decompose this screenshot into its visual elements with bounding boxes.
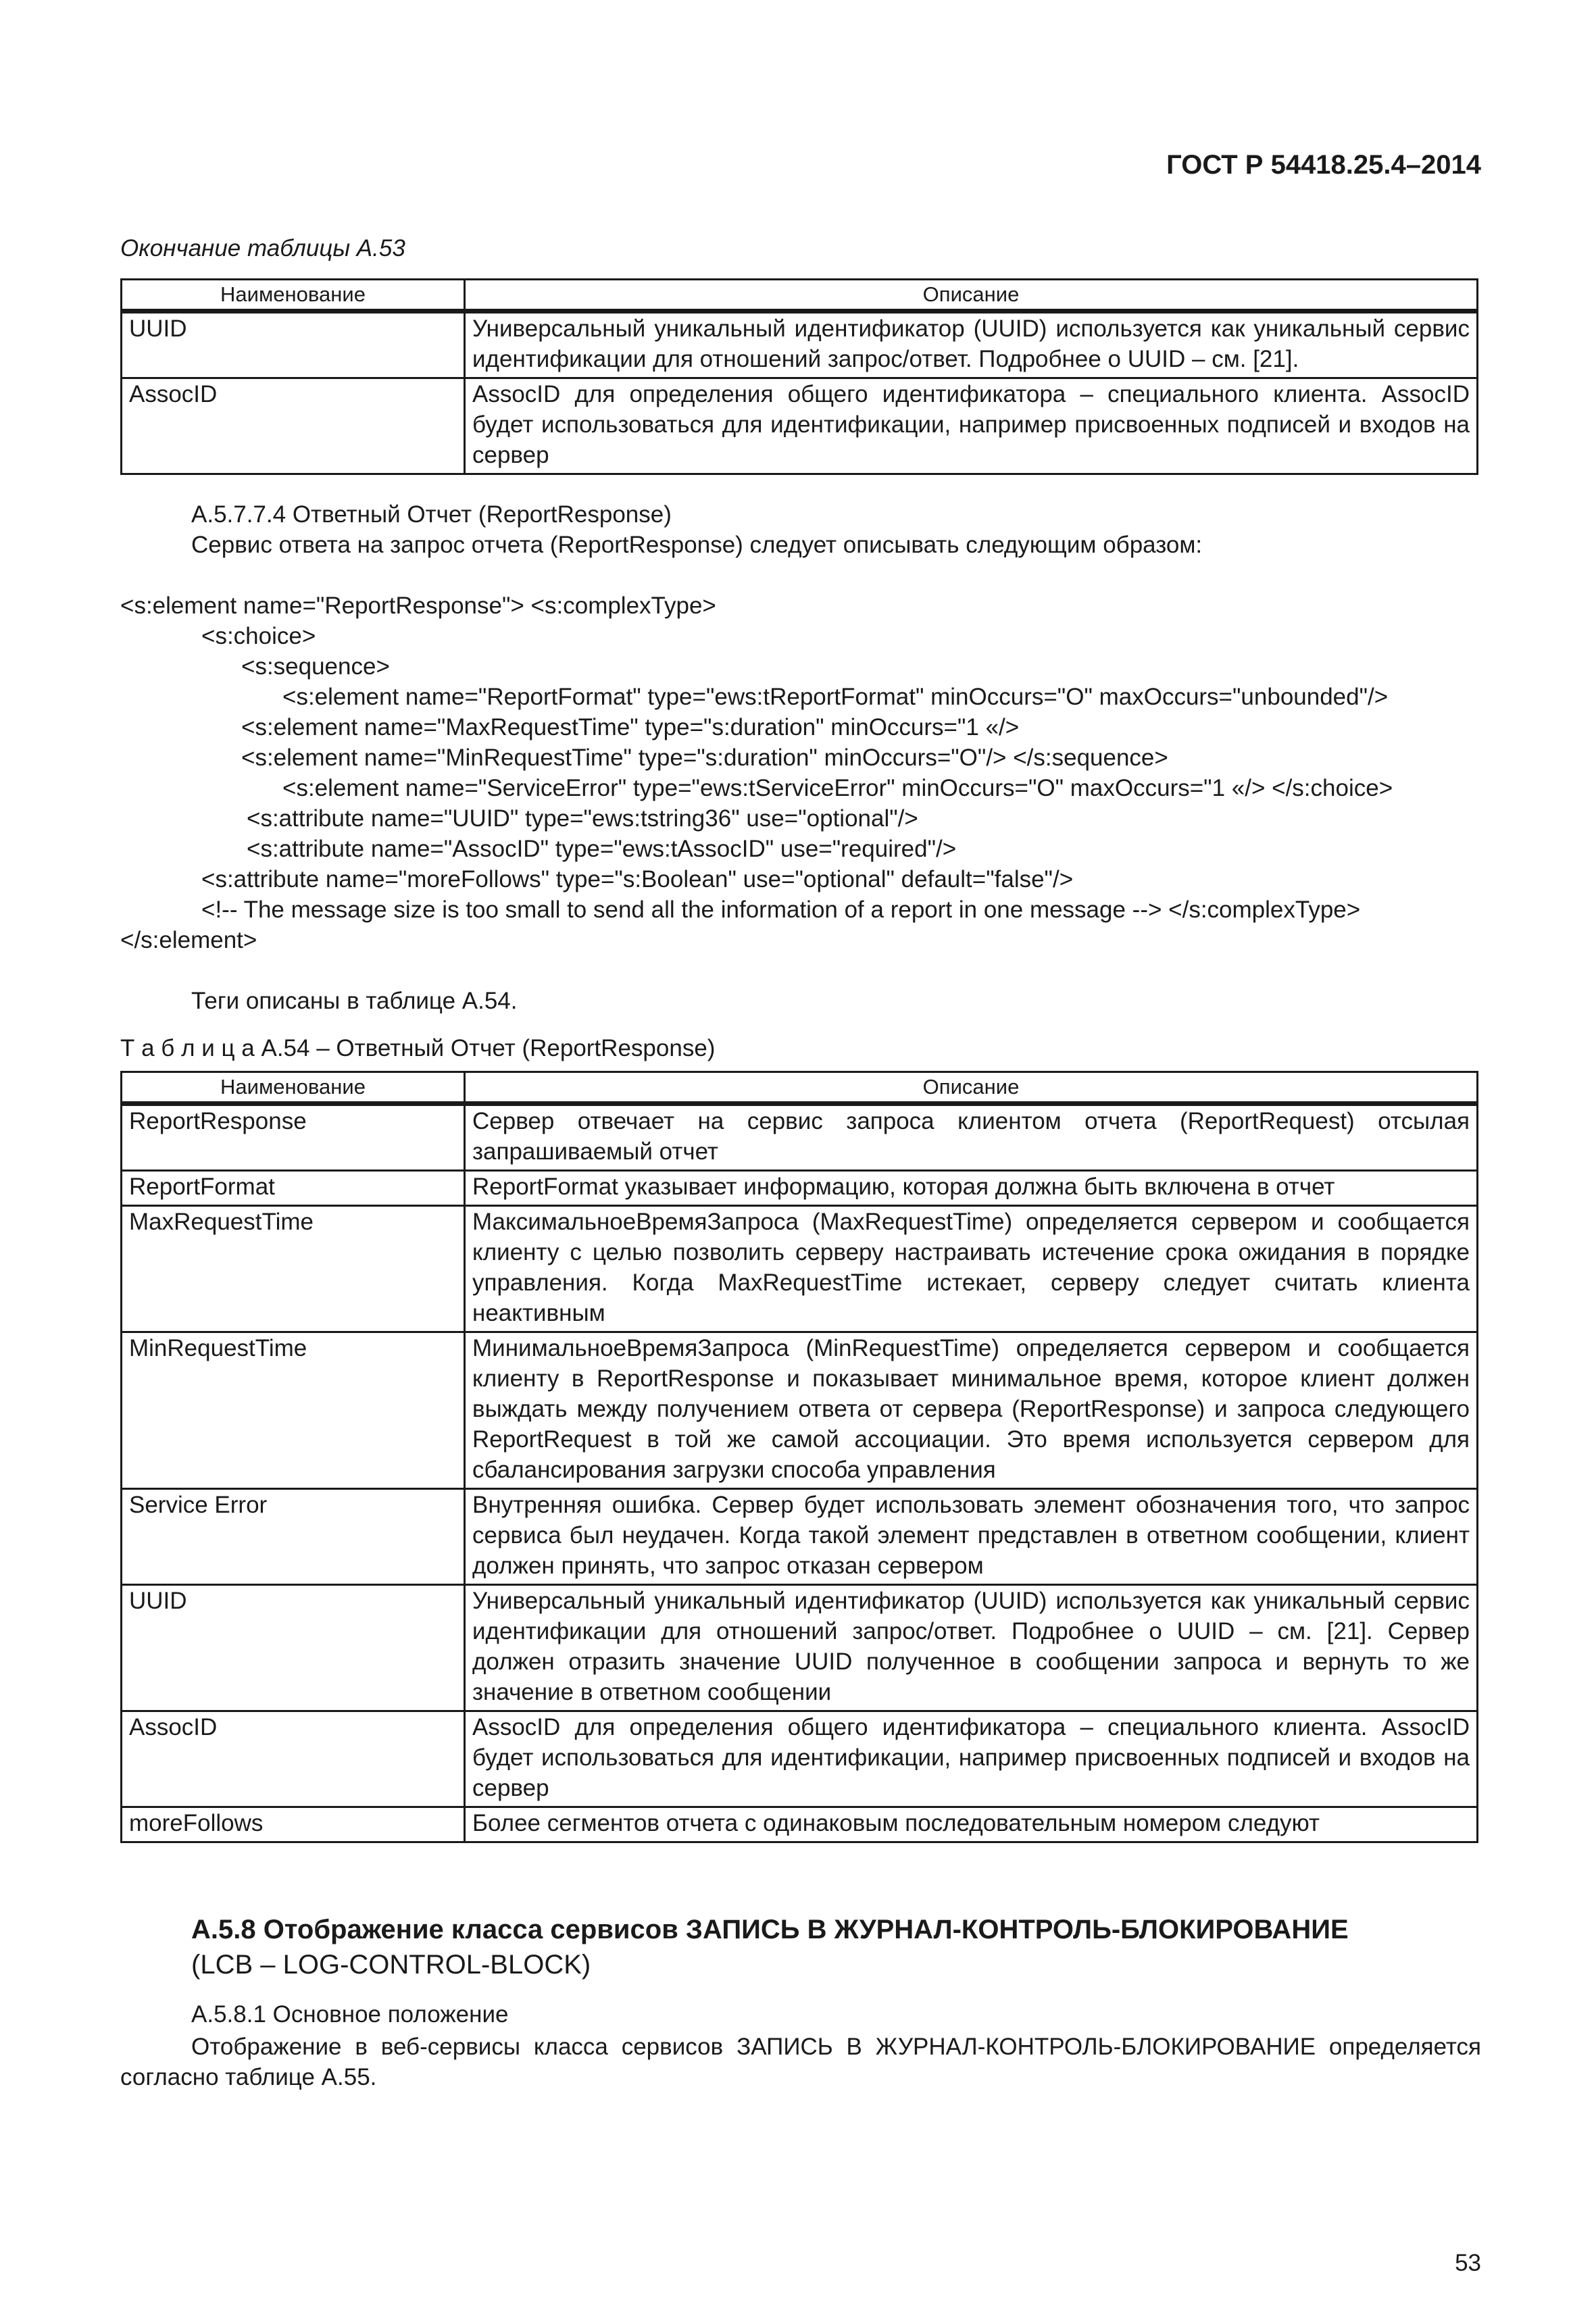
table-row (122, 1585, 1478, 1711)
code-line: <s:sequence> (241, 653, 390, 680)
table-row (122, 378, 1478, 474)
row-name: UUID (122, 311, 465, 378)
section-body: Отображение в веб-сервисы класса сервисов ЗАПИСЬ В ЖУРНАЛ-КОНТРОЛЬ-БЛОКИРОВАНИЕ определяется согласно таблице А.55. (120, 2034, 1481, 2090)
table-row (122, 1807, 1478, 1842)
caption-title: А.54 – Ответный Отчет (ReportResponse) (261, 1035, 716, 1061)
code-line: <s:choice> (201, 623, 316, 649)
row-name: AssocID (122, 1711, 465, 1807)
code-line: <s:attribute name="AssocID" type="ews:tAssocID" use="required"/> (247, 836, 957, 862)
table-row (122, 1711, 1478, 1807)
heading-bold: А.5.8 Отображение класса сервисов ЗАПИСЬ В ЖУРНАЛ-КОНТРОЛЬ-БЛОКИРОВАНИЕ (191, 1915, 1349, 1944)
code-line: </s:element> (120, 927, 257, 953)
row-description: AssocID для определения общего идентификатора – специального клиента. AssocID будет использоваться для идентификации, например присвоенных подписей и входов на сервер (465, 378, 1478, 474)
table-row (122, 1206, 1478, 1332)
table-a54-caption (120, 1035, 715, 1062)
row-description: МаксимальноеВремяЗапроса (MaxRequestTime) определяется сервером и сообщается клиенту с целью позволить серверу настраивать истечение срока ожидания в порядке управления. Когда MaxRequestTime истекает, серверу следует считать клиента неактивным (465, 1206, 1478, 1332)
table-row (122, 1489, 1478, 1585)
section-title-a5774: А.5.7.7.4 Ответный Отчет (ReportResponse) (191, 501, 672, 528)
table-row (122, 1171, 1478, 1206)
caption-prefix: Т а б л и ц а (120, 1035, 255, 1061)
code-line: <s:element name="MinRequestTime" type="s:duration" minOccurs="O"/> </s:sequence> (241, 745, 1168, 771)
row-description: Внутренняя ошибка. Сервер будет использовать элемент обозначения того, что запрос сервиса был неудачен. Когда такой элемент представлен в ответном сообщении, клиент должен принять, что запрос отказан сервером (465, 1489, 1478, 1585)
table-a53-end (120, 278, 1478, 475)
subsection-title: А.5.8.1 Основное положение (191, 2001, 509, 2028)
row-name: moreFollows (122, 1807, 465, 1842)
row-name: AssocID (122, 378, 465, 474)
table-row (122, 1104, 1478, 1171)
code-line: <s:element name="MaxRequestTime" type="s:duration" minOccurs="1 «/> (241, 714, 1020, 740)
code-line: <s:element name="ReportResponse"> <s:complexType> (120, 593, 716, 619)
section-heading-a58 (191, 1912, 1349, 1982)
row-name: ReportFormat (122, 1171, 465, 1206)
standard-header: ГОСТ Р 54418.25.4–2014 (1166, 150, 1481, 180)
table-row (122, 1332, 1478, 1489)
code-line: <s:element name="ServiceError" type="ews:tServiceError" minOccurs="O" maxOccurs="1 «/> </s:choice> (282, 775, 1393, 801)
page-number: 53 (1455, 2250, 1481, 2276)
column-header-description: Описание (465, 280, 1478, 311)
row-description: ReportFormat указывает информацию, которая должна быть включена в отчет (465, 1171, 1478, 1206)
row-name: MaxRequestTime (122, 1206, 465, 1332)
row-description: Универсальный уникальный идентификатор (UUID) используется как уникальный сервис идентификации для отношений запрос/ответ. Подробнее о UUID – см. [21]. Сервер должен отразить значение UUID полученное в сообщении запроса и вернуть то же значение в ответном сообщении (465, 1585, 1478, 1711)
row-description: МинимальноеВремяЗапроса (MinRequestTime) определяется сервером и сообщается клиенту в ReportResponse и показывает минимальное время, которое клиент должен выждать между получением ответа от сервера (ReportResponse) и запроса следующего ReportRequest в той же самой ассоциации. Это время используется сервером для сбалансирования загрузки способа управления (465, 1332, 1478, 1489)
column-header-name: Наименование (122, 280, 465, 311)
row-description: Универсальный уникальный идентификатор (UUID) используется как уникальный сервис идентификации для отношений запрос/ответ. Подробнее о UUID – см. [21]. (465, 311, 1478, 378)
code-line: <!-- The message size is too small to send all the information of a report in one message --> </s:complexType> (201, 897, 1361, 923)
table-continuation-caption: Окончание таблицы А.53 (120, 235, 405, 261)
row-name: Service Error (122, 1489, 465, 1585)
code-line: <s:attribute name="moreFollows" type="s:Boolean" use="optional" default="false"/> (201, 866, 1074, 892)
column-header-description: Описание (465, 1072, 1478, 1104)
row-name: ReportResponse (122, 1104, 465, 1171)
column-header-name: Наименование (122, 1072, 465, 1104)
code-line: <s:element name="ReportFormat" type="ews:tReportFormat" minOccurs="O" maxOccurs="unbounded"/> (282, 684, 1389, 710)
table-row (122, 311, 1478, 378)
heading-rest: (LCB – LOG-CONTROL-BLOCK) (191, 1950, 591, 1980)
table-a54 (120, 1071, 1478, 1843)
row-name: UUID (122, 1585, 465, 1711)
tags-note: Теги описаны в таблице А.54. (191, 988, 518, 1014)
row-description: AssocID для определения общего идентификатора – специального клиента. AssocID будет использоваться для идентификации, например присвоенных подписей и входов на сервер (465, 1711, 1478, 1807)
section-intro: Сервис ответа на запрос отчета (ReportResponse) следует описывать следующим образом: (191, 532, 1203, 558)
row-description: Сервер отвечает на сервис запроса клиентом отчета (ReportRequest) отсылая запрашиваемый отчет (465, 1104, 1478, 1171)
row-description: Более сегментов отчета с одинаковым последовательным номером следуют (465, 1807, 1478, 1842)
row-name: MinRequestTime (122, 1332, 465, 1489)
code-line: <s:attribute name="UUID" type="ews:tstring36" use="optional"/> (247, 805, 918, 832)
